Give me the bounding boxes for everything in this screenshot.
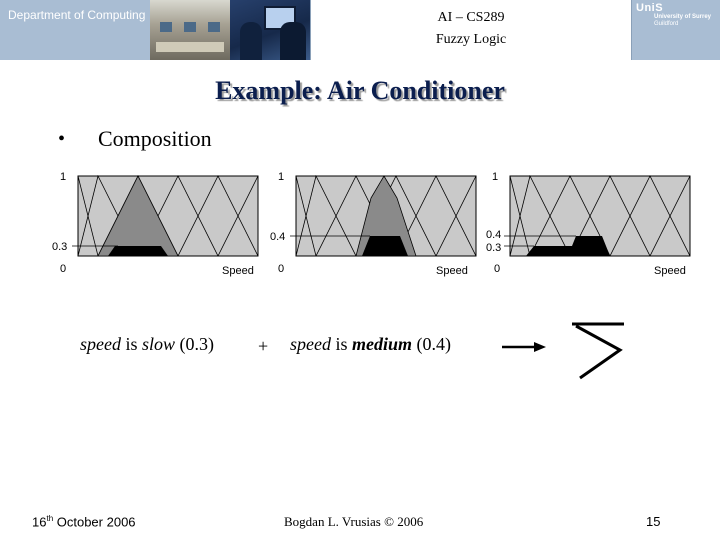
right-arrow-icon	[502, 340, 546, 354]
page-number: 15	[646, 514, 661, 529]
logo-university-name: University of Surrey	[654, 14, 712, 20]
lab-monitor-icon	[208, 22, 220, 32]
lab-monitor-icon	[184, 22, 196, 32]
course-topic: Fuzzy Logic	[435, 32, 507, 47]
university-logo	[636, 2, 716, 42]
sigma-icon	[568, 320, 628, 382]
cut-area-slow	[108, 246, 168, 256]
membership-chart-composed	[480, 160, 700, 282]
lab-monitor-icon	[160, 22, 172, 32]
var-speed: speed	[290, 334, 331, 354]
tick-cut-medium: 0.4	[486, 229, 502, 241]
bullet-icon: •	[58, 128, 66, 150]
x-axis-label: Speed	[654, 265, 686, 277]
students-photo	[230, 0, 310, 60]
term-medium: medium	[352, 334, 413, 354]
lab-desk	[156, 42, 224, 52]
var-speed: speed	[80, 334, 121, 354]
is-keyword: is	[335, 334, 348, 354]
membership-chart-slow	[48, 160, 268, 282]
expression-medium	[290, 334, 451, 355]
tick-cut-slow: 0.3	[486, 242, 502, 254]
person-icon	[280, 22, 306, 60]
slide-title: Example: Air Conditioner	[215, 76, 505, 105]
logo-location: Guildford	[654, 21, 679, 27]
tick-top: 1	[60, 171, 67, 183]
tick-origin: 0	[278, 263, 285, 275]
tick-top: 1	[492, 171, 499, 183]
plus-sign: +	[258, 336, 269, 356]
footer-author: Bogdan L. Vrusias © 2006	[284, 514, 424, 529]
logo-mark: UniS	[636, 2, 664, 14]
degree-slow: (0.3)	[179, 334, 215, 354]
tick-origin: 0	[494, 263, 501, 275]
membership-chart-medium	[266, 160, 486, 282]
department-label: Department of Computing	[8, 8, 146, 22]
x-axis-label: Speed	[436, 265, 468, 277]
footer-date	[32, 514, 136, 529]
date-day: 16	[32, 514, 47, 530]
is-keyword: is	[125, 334, 138, 354]
degree-medium: (0.4)	[416, 334, 452, 354]
x-axis-label: Speed	[222, 265, 254, 277]
date-suffix: th	[46, 514, 54, 523]
bullet-text: Composition	[98, 126, 212, 151]
tick-cut: 0.3	[52, 241, 68, 253]
cut-area-medium	[362, 236, 408, 256]
computer-lab-photo	[150, 0, 230, 60]
person-icon	[240, 22, 262, 60]
slide-header	[0, 0, 720, 60]
term-slow: slow	[142, 334, 176, 354]
course-title-box	[310, 0, 632, 60]
date-rest: October 2006	[53, 514, 136, 530]
expression-slow	[80, 334, 214, 355]
tick-origin: 0	[60, 263, 67, 275]
course-code: AI – CS289	[437, 10, 505, 25]
tick-top: 1	[278, 171, 285, 183]
tick-cut: 0.4	[270, 231, 286, 243]
